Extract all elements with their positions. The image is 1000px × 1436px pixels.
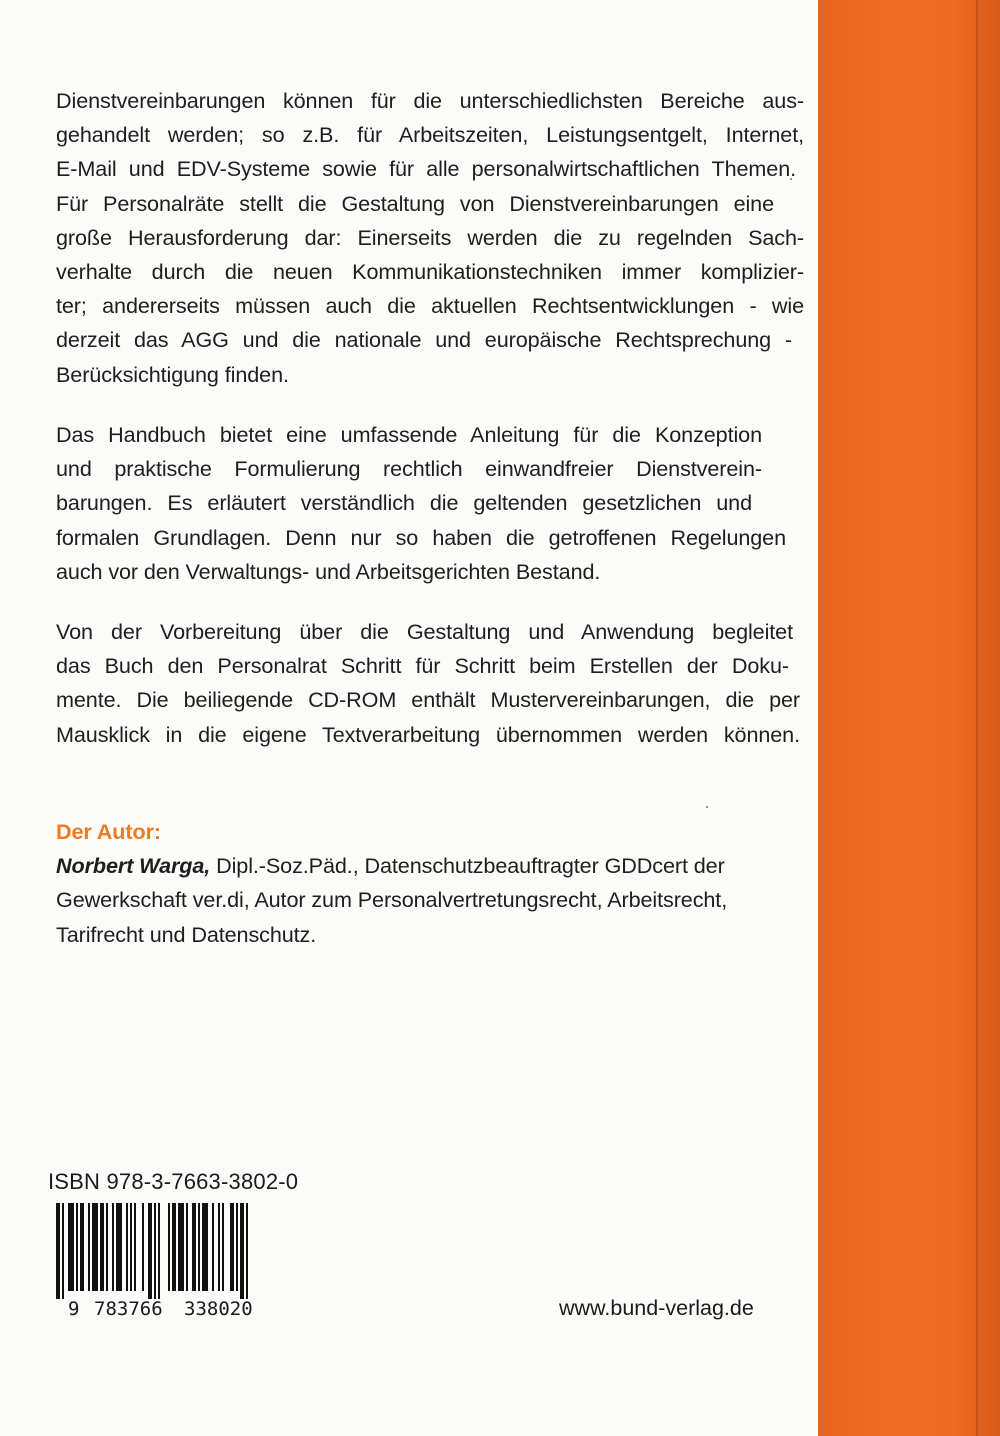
text-line: formalen Grundlagen. Denn nur so haben die getroffenen Regelungen [56,524,786,550]
barcode-bar [212,1203,214,1291]
barcode-bar [168,1203,170,1291]
barcode-bar [198,1203,200,1291]
barcode-bar [186,1203,188,1291]
barcode-bar [126,1203,128,1291]
text-line: und praktische Formulierung rechtlich einwandfreier Dienstverein- [56,456,762,482]
isbn-label: ISBN 978-3-7663-3802-0 [48,1169,299,1194]
barcode-bar [88,1203,90,1291]
barcode-bar [158,1203,160,1299]
text-line: E-Mail und EDV-Systeme sowie für alle personalwirtschaftlichen Themen. [56,156,796,182]
text-line: gehandelt werden; so z.B. für Arbeitszeiten, Leistungsentgelt, Internet, [56,122,804,148]
author-line-1 [56,849,804,883]
text-line: ter; andererseits müssen auch die aktuellen Rechtsentwicklungen - wie [56,293,804,319]
barcode-bar [202,1203,208,1291]
barcode-bar [130,1203,132,1291]
barcode-bar [236,1203,238,1291]
isbn-barcode [52,1203,266,1299]
description-paragraph-1 [56,84,804,392]
orange-spine [818,0,1000,1436]
text-line: derzeit das AGG und die nationale und europäische Rechtsprechung - [56,327,792,353]
text-line: mente. Die beiliegende CD-ROM enthält Mustervereinbarungen, die per [56,687,800,713]
author-heading: Der Autor: [56,819,161,844]
barcode-digit-first: 9 [68,1298,80,1320]
barcode-bar [142,1203,144,1291]
barcode-bar [178,1203,184,1291]
barcode-digits-right: 338020 [184,1298,253,1320]
text-line: Mausklick in die eigene Textverarbeitung übernommen werden können. [56,721,800,747]
spine-edge-line [976,0,978,1436]
barcode-bar [192,1203,196,1291]
barcode-bar [62,1203,64,1299]
barcode-bar [172,1203,176,1291]
text-line: Berücksichtigung finden. [56,361,289,387]
barcode-bar [106,1203,108,1291]
barcode-bar [218,1203,220,1291]
publisher-website: www.bund-verlag.de [559,1296,754,1320]
barcode-bar [134,1203,136,1291]
text-line: barungen. Es erläutert verständlich die geltenden gesetzlichen und [56,490,752,516]
text-line: große Herausforderung dar: Einerseits werden die zu regelnden Sach- [56,224,804,250]
barcode-bar [92,1203,98,1291]
text-line: verhalte durch die neuen Kommunikationstechniken immer komplizier- [56,259,804,285]
text-line: Von der Vorbereitung über die Gestaltung und Anwendung begleitet [56,619,793,644]
barcode-bar [230,1203,234,1291]
barcode-bar [246,1203,248,1299]
barcode-bar [222,1203,224,1291]
author-credentials: Dipl.-Soz.Päd., Datenschutzbeauftragter GDDcert der [210,853,725,879]
text-line: auch vor den Verwaltungs- und Arbeitsgerichten Bestand. [56,558,601,584]
barcode-digits-left: 783766 [94,1298,163,1320]
barcode-bar [100,1203,104,1291]
barcode-bar [68,1203,74,1291]
barcode-bar [56,1203,60,1299]
barcode-bar [76,1203,78,1291]
barcode-bar [154,1203,156,1299]
author-name: Norbert Warga, [56,853,211,879]
description-paragraph-3 [56,615,804,752]
text-line: das Buch den Personalrat Schritt für Schritt beim Erstellen der Doku- [56,653,789,679]
author-line-2: Gewerkschaft ver.di, Autor zum Personalvertretungsrecht, Arbeitsrecht, [56,887,728,913]
barcode-bar [240,1203,244,1299]
author-section [56,815,804,952]
description-paragraph-2 [56,418,804,589]
scan-speck [706,806,708,808]
text-line: Dienstvereinbarungen können für die unterschiedlichsten Bereiche aus- [56,88,804,113]
barcode-bar [112,1203,114,1291]
barcode-bar [148,1203,152,1299]
author-line-3: Tarifrecht und Datenschutz. [56,921,317,947]
text-line: Für Personalräte stellt die Gestaltung von Dienstvereinbarungen eine [56,190,774,216]
barcode-bar [80,1203,84,1291]
barcode-bar [116,1203,122,1291]
text-line: Das Handbuch bietet eine umfassende Anleitung für die Konzeption [56,422,762,447]
